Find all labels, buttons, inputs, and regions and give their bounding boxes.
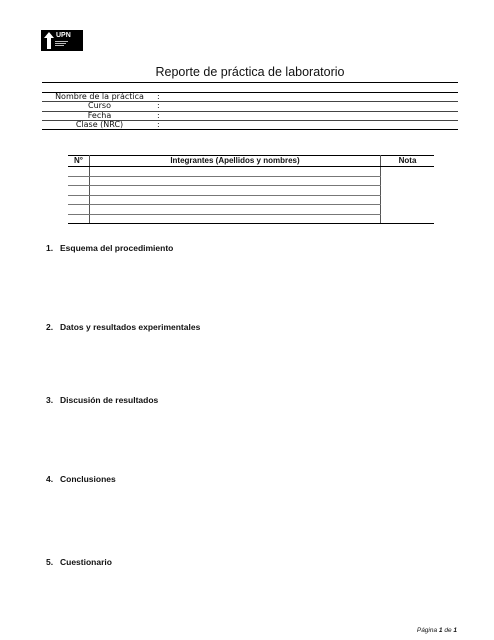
logo-subline bbox=[55, 43, 66, 44]
table-row bbox=[68, 186, 434, 196]
number-cell bbox=[68, 167, 90, 177]
member-cell bbox=[90, 214, 381, 224]
table-row bbox=[68, 195, 434, 205]
member-cell bbox=[90, 205, 381, 215]
member-cell bbox=[90, 176, 381, 186]
section-heading bbox=[46, 474, 116, 484]
section-heading bbox=[46, 395, 158, 405]
section-title: Esquema del procedimiento bbox=[60, 243, 174, 253]
header-number: N° bbox=[68, 156, 90, 167]
section-heading bbox=[46, 322, 200, 332]
grade-cell bbox=[381, 167, 435, 224]
section-heading bbox=[46, 243, 173, 253]
upn-logo bbox=[41, 30, 83, 51]
section-title: Datos y resultados experimentales bbox=[60, 322, 201, 332]
section-number: 1. bbox=[46, 243, 54, 253]
info-colon: : bbox=[157, 92, 160, 101]
table-row bbox=[68, 167, 434, 177]
number-cell bbox=[68, 186, 90, 196]
logo-subline bbox=[55, 45, 64, 46]
section-number: 5. bbox=[46, 557, 54, 567]
team-table-header bbox=[68, 156, 434, 167]
table-row bbox=[68, 176, 434, 186]
number-cell bbox=[68, 195, 90, 205]
footer-prefix: Página bbox=[416, 627, 439, 634]
footer-separator: de bbox=[442, 627, 454, 634]
section-number: 3. bbox=[46, 395, 54, 405]
page-footer bbox=[417, 627, 457, 634]
logo-wordmark bbox=[55, 30, 71, 46]
header-grade: Nota bbox=[381, 156, 435, 167]
footer-current-page: 1 bbox=[438, 627, 443, 634]
header-members: Integrantes (Apellidos y nombres) bbox=[90, 156, 381, 167]
section-number: 4. bbox=[46, 474, 54, 484]
logo-text: UPN bbox=[56, 32, 71, 39]
info-colon: : bbox=[157, 119, 160, 129]
info-row bbox=[42, 121, 458, 130]
number-cell bbox=[68, 176, 90, 186]
info-colon: : bbox=[157, 101, 160, 111]
logo-subline bbox=[55, 41, 68, 42]
member-cell bbox=[90, 186, 381, 196]
info-label: Clase (NRC) bbox=[75, 119, 124, 129]
arrow-logo-icon bbox=[43, 32, 55, 49]
document-title: Reporte de práctica de laboratorio bbox=[155, 65, 345, 79]
member-cell bbox=[90, 167, 381, 177]
number-cell bbox=[68, 214, 90, 224]
table-row bbox=[68, 205, 434, 215]
section-title: Cuestionario bbox=[60, 557, 112, 567]
team-table bbox=[68, 155, 434, 224]
section-heading bbox=[46, 557, 112, 567]
title-rule bbox=[42, 82, 458, 83]
info-label: Fecha bbox=[87, 110, 112, 120]
section-number: 2. bbox=[46, 322, 54, 332]
footer-total-pages: 1 bbox=[453, 627, 457, 634]
info-colon: : bbox=[157, 110, 160, 120]
number-cell bbox=[68, 205, 90, 215]
info-label: Nombre de la práctica bbox=[55, 92, 144, 101]
table-row bbox=[68, 214, 434, 224]
member-cell bbox=[90, 195, 381, 205]
info-label: Curso bbox=[87, 101, 111, 111]
info-table bbox=[42, 92, 458, 130]
section-title: Discusión de resultados bbox=[60, 395, 159, 405]
section-title: Conclusiones bbox=[60, 474, 116, 484]
